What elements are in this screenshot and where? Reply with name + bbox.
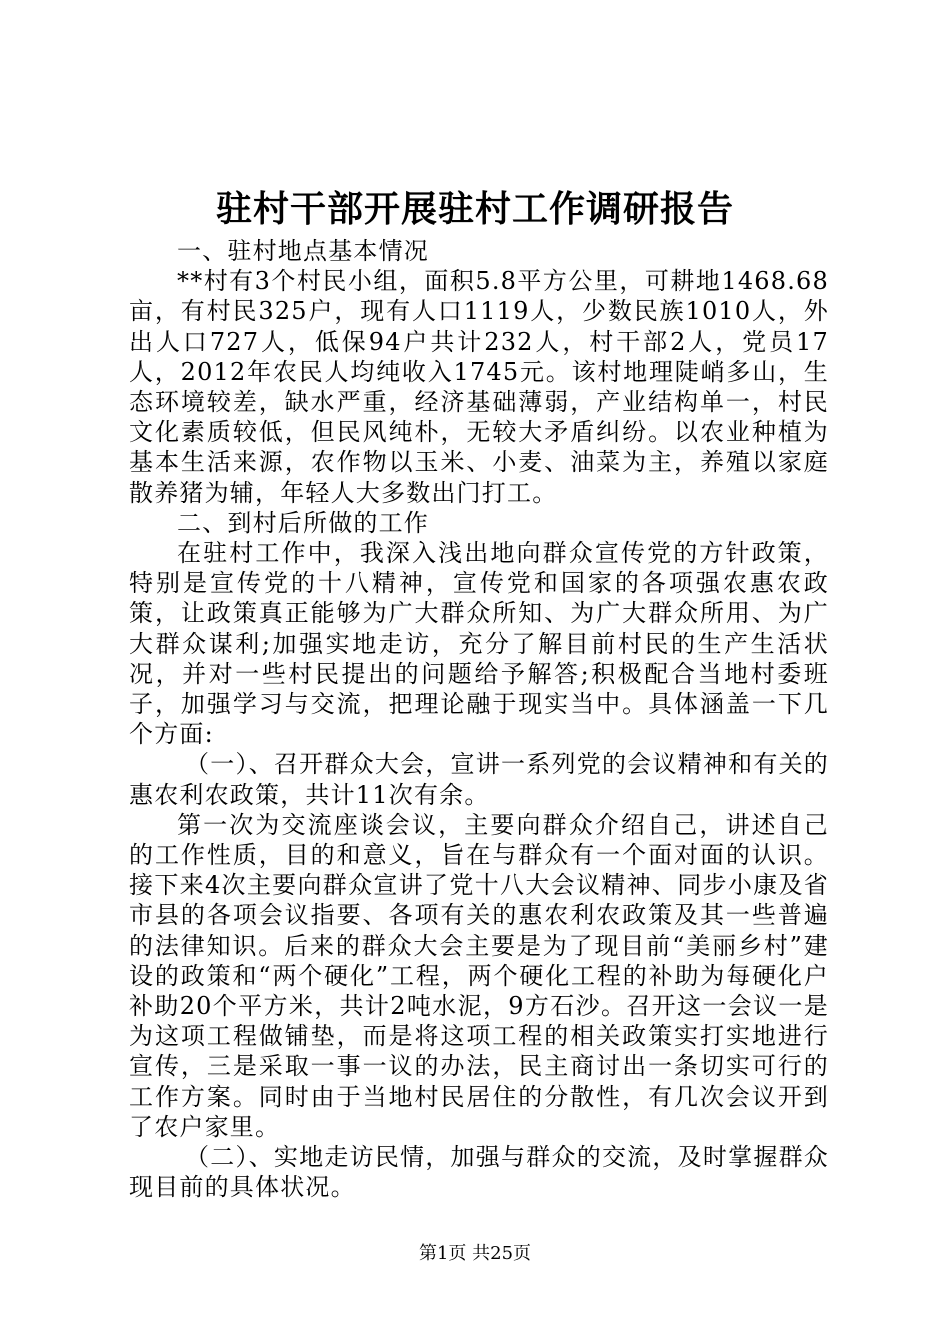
paragraph-village-info: **村有3个村民小组，面积5.8平方公里，可耕地1468.68亩，有村民325户，现有人口1119人，少数民族1010人，外出人口727人，低保94户共计232人，村干部2人，党员17人，2012年农民人均纯收入1745元。该村地理陡峭多山，生态环境较差，缺水严重，经济基础薄弱，产业结构单一，村民文化素质较低，但民风纯朴，无较大矛盾纠纷。以农业种植为基本生活来源，农作物以玉米、小麦、油菜为主，养殖以家庭散养猪为辅，年轻人大多数出门打工。 [129,267,829,507]
subsection-heading-1: （一）、召开群众大会，宣讲一系列党的会议精神和有关的惠农利农政策，共计11次有余。 [129,750,829,809]
document-title: 驻村干部开展驻村工作调研报告 [215,188,734,230]
page-number-footer: 第1页 共25页 [418,1243,532,1264]
section-heading-2: 二、到村后所做的工作 [177,508,429,537]
document-body [129,236,829,1203]
section-heading-1: 一、驻村地点基本情况 [177,237,429,265]
paragraph-meetings: 第一次为交流座谈会议，主要向群众介绍自己，讲述自己的工作性质，目的和意义，旨在与群众有一个面对面的认识。接下来4次主要向群众宣讲了党十八大会议精神、同步小康及省市县的各项会议指要、各项有关的惠农利农政策及其一些普遍的法律知识。后来的群众大会主要是为了现目前“美丽乡村”建设的政策和“两个硬化”工程，两个硬化工程的补助为每硬化户补助20个平方米，共计2吨水泥，9方石沙。召开这一会议一是为这项工程做铺垫，而是将这项工程的相关政策实打实地进行宣传，三是采取一事一议的办法，民主商讨出一条切实可行的工作方案。同时由于当地村民居住的分散性，有几次会议开到了农户家里。 [129,810,829,1141]
paragraph-work-overview: 在驻村工作中，我深入浅出地向群众宣传党的方针政策，特别是宣传党的十八精神，宣传党和国家的各项强农惠农政策，让政策真正能够为广大群众所知、为广大群众所用、为广大群众谋利;加强实地走访，充分了解目前村民的生产生活状况，并对一些村民提出的问题给予解答;积极配合当地村委班子，加强学习与交流，把理论融于现实当中。具体涵盖一下几个方面: [129,539,829,749]
subsection-heading-2: （二）、实地走访民情，加强与群众的交流，及时掌握群众现目前的具体状况。 [129,1143,829,1202]
